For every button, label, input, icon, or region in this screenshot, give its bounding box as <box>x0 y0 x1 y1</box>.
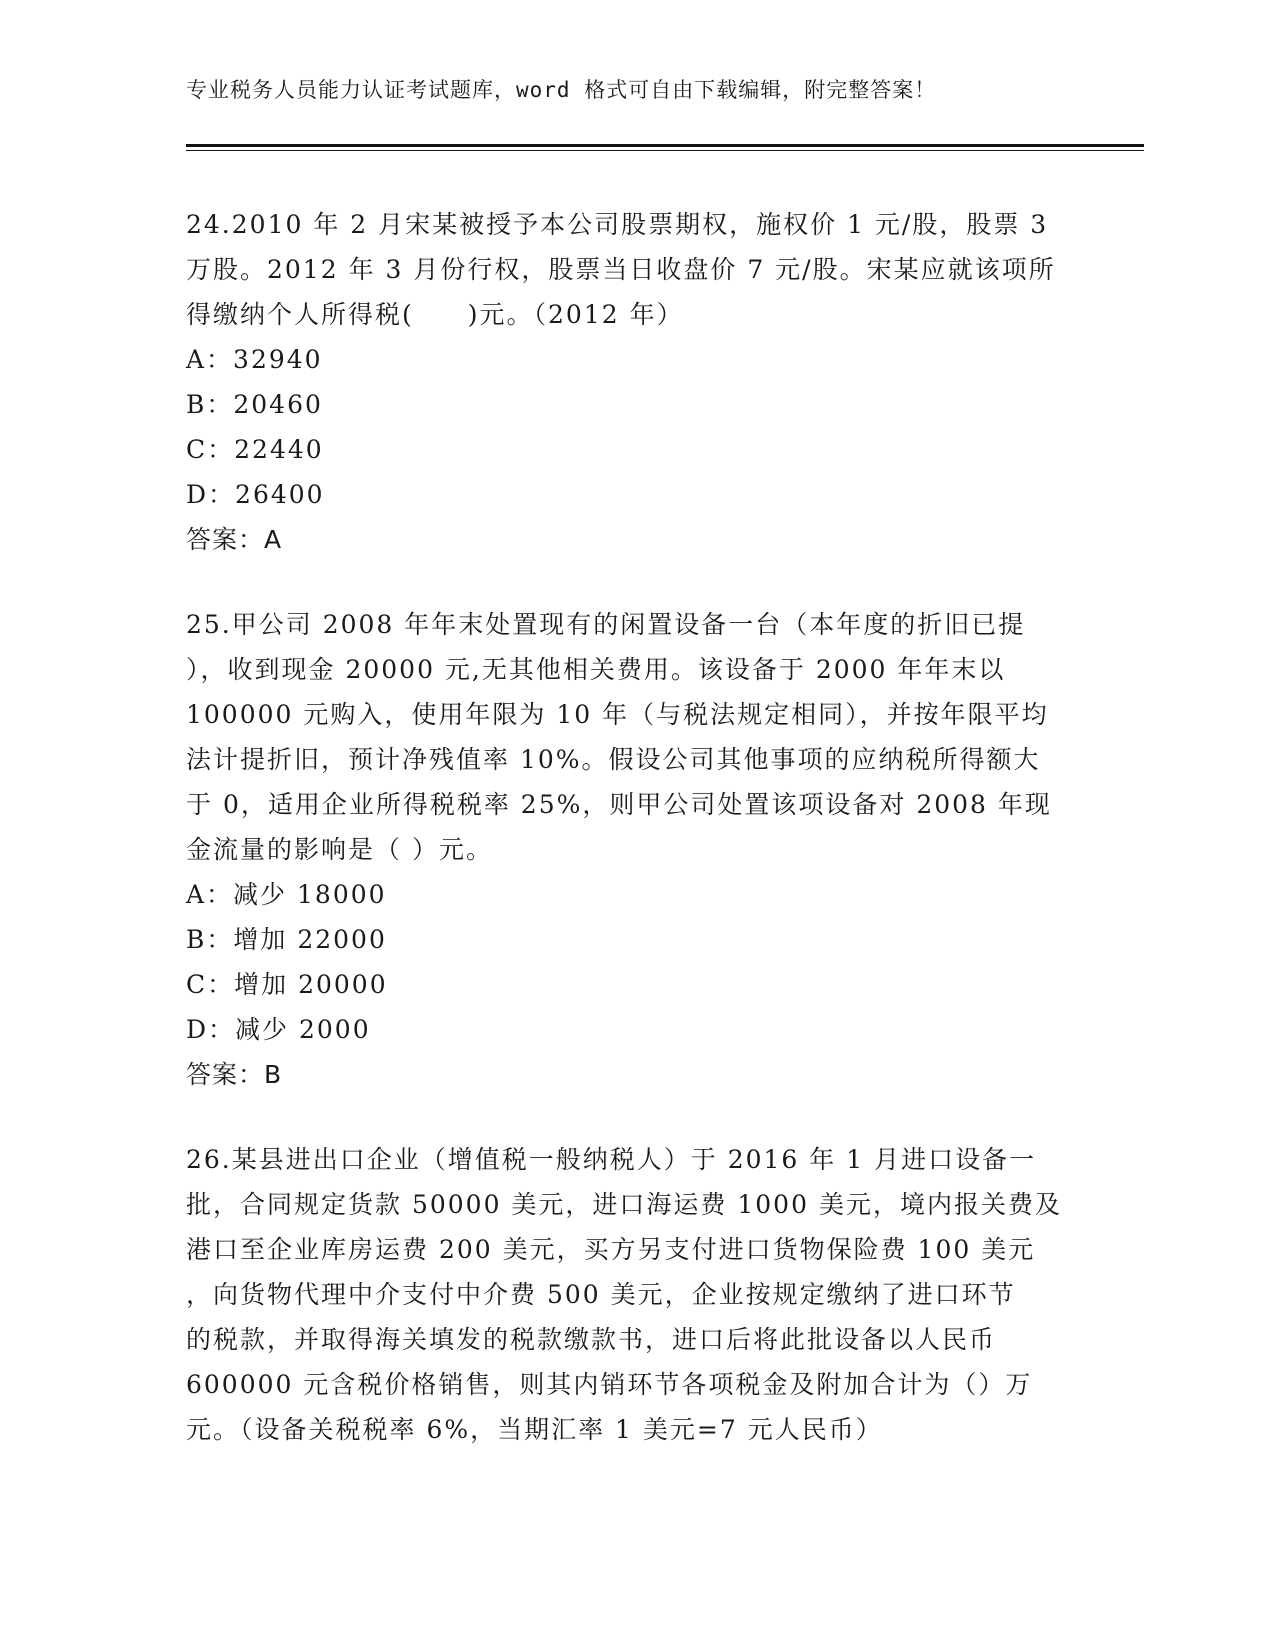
question-text-line: 25.甲公司 2008 年年末处置现有的闲置设备一台（本年度的折旧已提 <box>186 610 1026 639</box>
question-text-line: 的税款，并取得海关填发的税款缴款书，进口后将此批设备以人民币 <box>186 1325 997 1354</box>
question-text-line: 批，合同规定货款 50000 美元，进口海运费 1000 美元，境内报关费及 <box>186 1190 1062 1219</box>
option-b: B：20460 <box>186 390 323 419</box>
option-a: A：32940 <box>186 345 323 374</box>
question-text-line: 24.2010 年 2 月宋某被授予本公司股票期权，施权价 1 元/股，股票 3 <box>186 210 1049 239</box>
question-text-line: 港口至企业库房运费 200 美元，买方另支付进口货物保险费 100 美元 <box>186 1235 1036 1264</box>
question-text-line: 100000 元购入，使用年限为 10 年（与税法规定相同），并按年限平均 <box>186 700 1049 729</box>
answer-label: 答案：A <box>186 525 283 554</box>
question-26 <box>186 1137 1086 1452</box>
question-text-line: 得缴纳个人所得税( )元。（2012 年） <box>186 300 684 329</box>
question-text-line: ，向货物代理中介支付中介费 500 美元，企业按规定缴纳了进口环节 <box>186 1280 1016 1309</box>
option-c: C：22440 <box>186 435 324 464</box>
option-b: B：增加 22000 <box>186 925 387 954</box>
question-text-line: 于 0，适用企业所得税税率 25%，则甲公司处置该项设备对 2008 年现 <box>186 790 1052 819</box>
question-text-line: 600000 元含税价格销售，则其内销环节各项税金及附加合计为（）万 <box>186 1370 1033 1399</box>
question-text-line: 元。（设备关税税率 6%，当期汇率 1 美元=7 元人民币） <box>186 1415 883 1444</box>
question-text-line: 万股。2012 年 3 月份行权，股票当日收盘价 7 元/股。宋某应就该项所 <box>186 255 1056 284</box>
question-text-line: 金流量的影响是（ ）元。 <box>186 835 493 864</box>
option-a: A：减少 18000 <box>186 880 387 909</box>
answer-label: 答案：B <box>186 1060 283 1089</box>
header-rule-thin <box>186 150 1144 151</box>
question-list <box>186 202 1086 1492</box>
header-rule-thick <box>186 144 1144 147</box>
question-25 <box>186 602 1086 1097</box>
question-text-line: 法计提折旧，预计净残值率 10%。假设公司其他事项的应纳税所得额大 <box>186 745 1041 774</box>
option-d: D：减少 2000 <box>186 1015 371 1044</box>
question-text-line: 26.某县进出口企业（增值税一般纳税人）于 2016 年 1 月进口设备一 <box>186 1145 1037 1174</box>
question-text-line: ），收到现金 20000 元,无其他相关费用。该设备于 2000 年年末以 <box>186 655 1006 684</box>
option-c: C：增加 20000 <box>186 970 388 999</box>
question-24 <box>186 202 1086 562</box>
page-header: 专业税务人员能力认证考试题库，word 格式可自由下载编辑，附完整答案！ <box>186 78 937 102</box>
option-d: D：26400 <box>186 480 325 509</box>
